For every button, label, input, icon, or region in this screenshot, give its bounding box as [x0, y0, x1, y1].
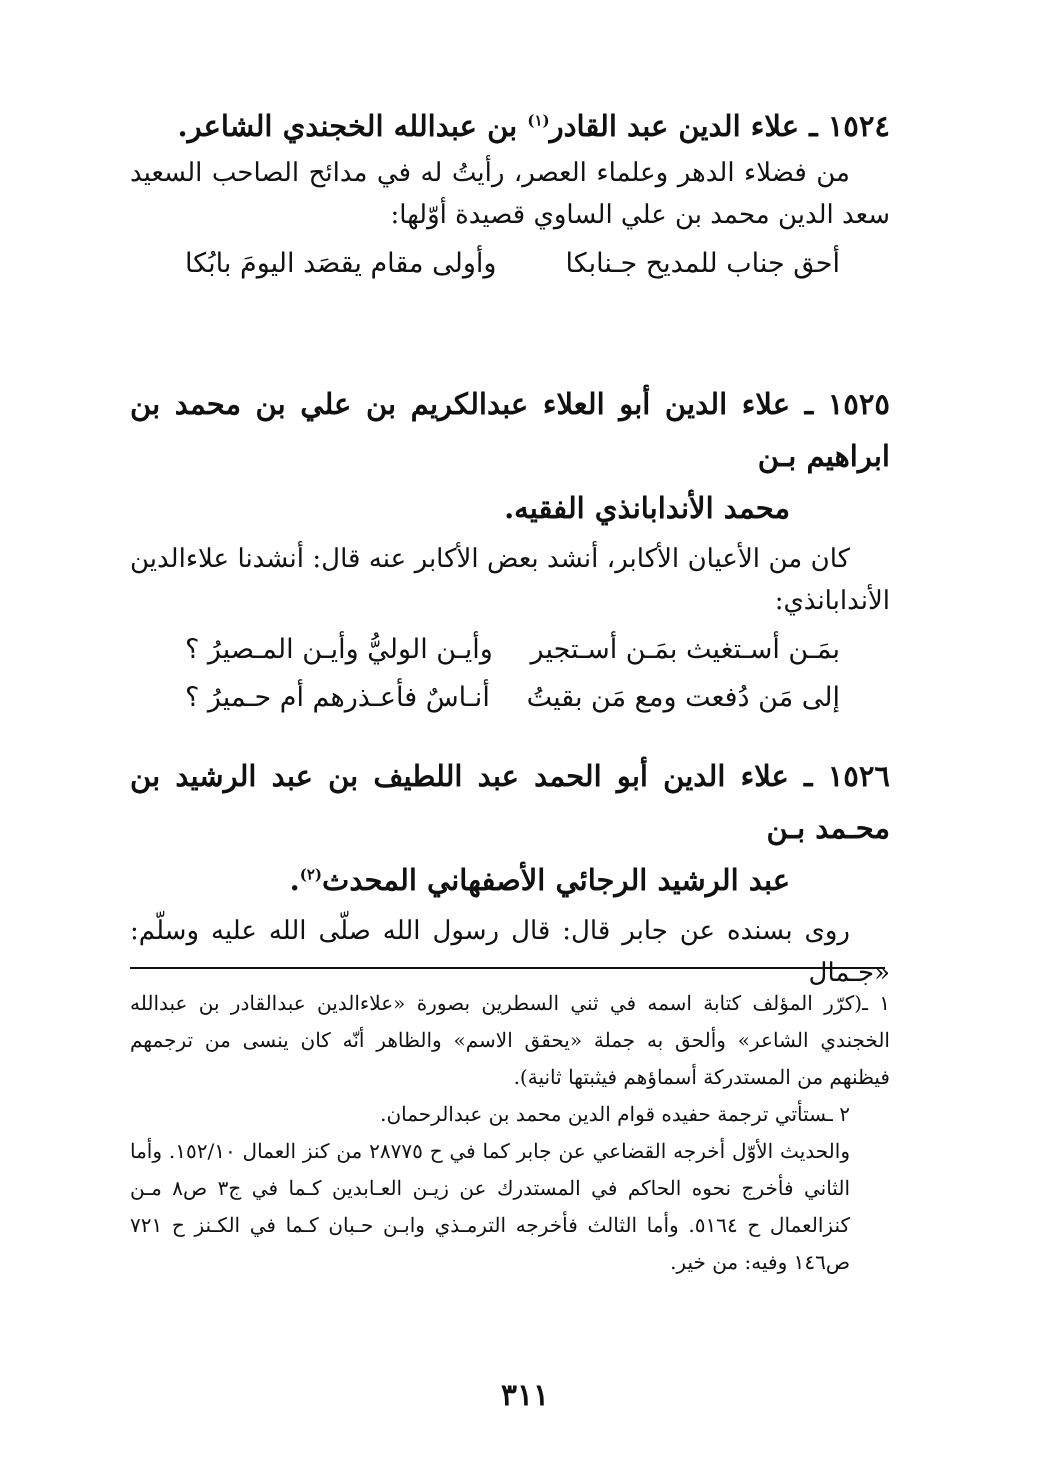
footnote-hadith-sources: والحديث الأوّل أخرجه القضاعي عن جابر كما في ح ٢٨٧٧٥ من كنز العمال ١٥٢/١٠. وأما الثاني فأخرج نحوه الحاكم في المستدرك عن زيـن العـابدين كـما في ج٣ ص٨ مـن كنزالعمال ح ٥١٦٤. وأما الثالث فأخرجه الترمـذي وابـن حـبان كـما في الكـنز ح ٧٢١ ص١٤٦ وفيه: من خير.	[130, 1139, 851, 1274]
entry-body: كان من الأعيان الأكابر، أنشد بعض الأكابر عنه قال: أنشدنا علاءالدين الأندابانذي:	[130, 544, 890, 616]
entry-heading-text: ١٥٢٥ ـ علاء الدين أبو العلاء عبدالكريم بن علي بن محمد بن ابراهيم بـن	[130, 387, 890, 473]
footnote-1: ١ ـ(كرّر المؤلف كتابة اسمه في ثني السطرين بصورة «علاءالدين عبدالقادر بن عبدالله الخجندي الشاعر» وألحق به جملة «يحقق الاسم» والظاهر أنّه كان ينسى من ترجمهم فيظنهم من المستدركة أسماؤهم فيثبتها ثانية).	[130, 991, 890, 1089]
entry-heading-continuation: عبد الرشيد الرجائي الأصفهاني المحدث$^{(٢)}$.	[289, 863, 790, 897]
verse-first-hemistich: أحق جناب للمديح جـنابكا	[565, 248, 840, 279]
entry-heading-text-rest: بن عبدالله الخجندي الشاعر.	[177, 109, 528, 143]
entry-heading-continuation: محمد الأندابانذي الفقيه.	[504, 491, 790, 525]
verse-second-hemistich: وأيـن الوليُّ وأيـن المـصيرُ ؟	[185, 634, 493, 665]
entry-1526	[130, 750, 890, 994]
verse-first-hemistich: إلى مَن دُفعت ومع مَن بقيتُ	[526, 682, 840, 713]
verse-second-hemistich: أنـاسٌ فأعـذرهم أم حـميرُ ؟	[185, 682, 490, 713]
footnote-ref-2[interactable]: (٢)	[299, 865, 323, 884]
entry-body: روى بسنده عن جابر قال: قال رسول الله صلّى الله عليه وسلّم: «جـمال	[130, 916, 890, 988]
verse-line	[130, 682, 890, 730]
entry-heading	[130, 750, 890, 906]
footnotes	[130, 985, 890, 1281]
entry-heading-text: ١٥٢٦ ـ علاء الدين أبو الحمد عبد اللطيف بن عبد الرشيد بن محـمد بـن	[130, 759, 890, 845]
verse-line	[130, 634, 890, 682]
entry-body: من فضلاء الدهر وعلماء العصر، رأيتُ له في مدائح الصاحب السعيد سعد الدين محمد بن علي الساوي قصيدة أوّلها:	[130, 158, 890, 230]
verse-first-hemistich: بمَـن أسـتغيث بمَـن أسـتجير	[530, 634, 840, 665]
entry-1525	[130, 378, 890, 730]
entry-heading-text: ١٥٢٤ ـ علاء الدين عبد القادر	[549, 109, 890, 143]
verse-second-hemistich: وأولى مقام يقصَد اليومَ بابُكا	[185, 248, 497, 279]
entry-heading	[130, 378, 890, 534]
entry-1524	[130, 100, 890, 296]
verse-line	[130, 248, 890, 296]
entry-heading	[130, 100, 890, 152]
footnote-2: ٢ ـستأتي ترجمة حفيده قوام الدين محمد بن عبدالرحمان.	[380, 1102, 850, 1126]
footnote-ref-1[interactable]: (١)	[527, 111, 550, 130]
footnote-divider	[130, 967, 885, 969]
page-number: ٣١١	[500, 1378, 550, 1413]
